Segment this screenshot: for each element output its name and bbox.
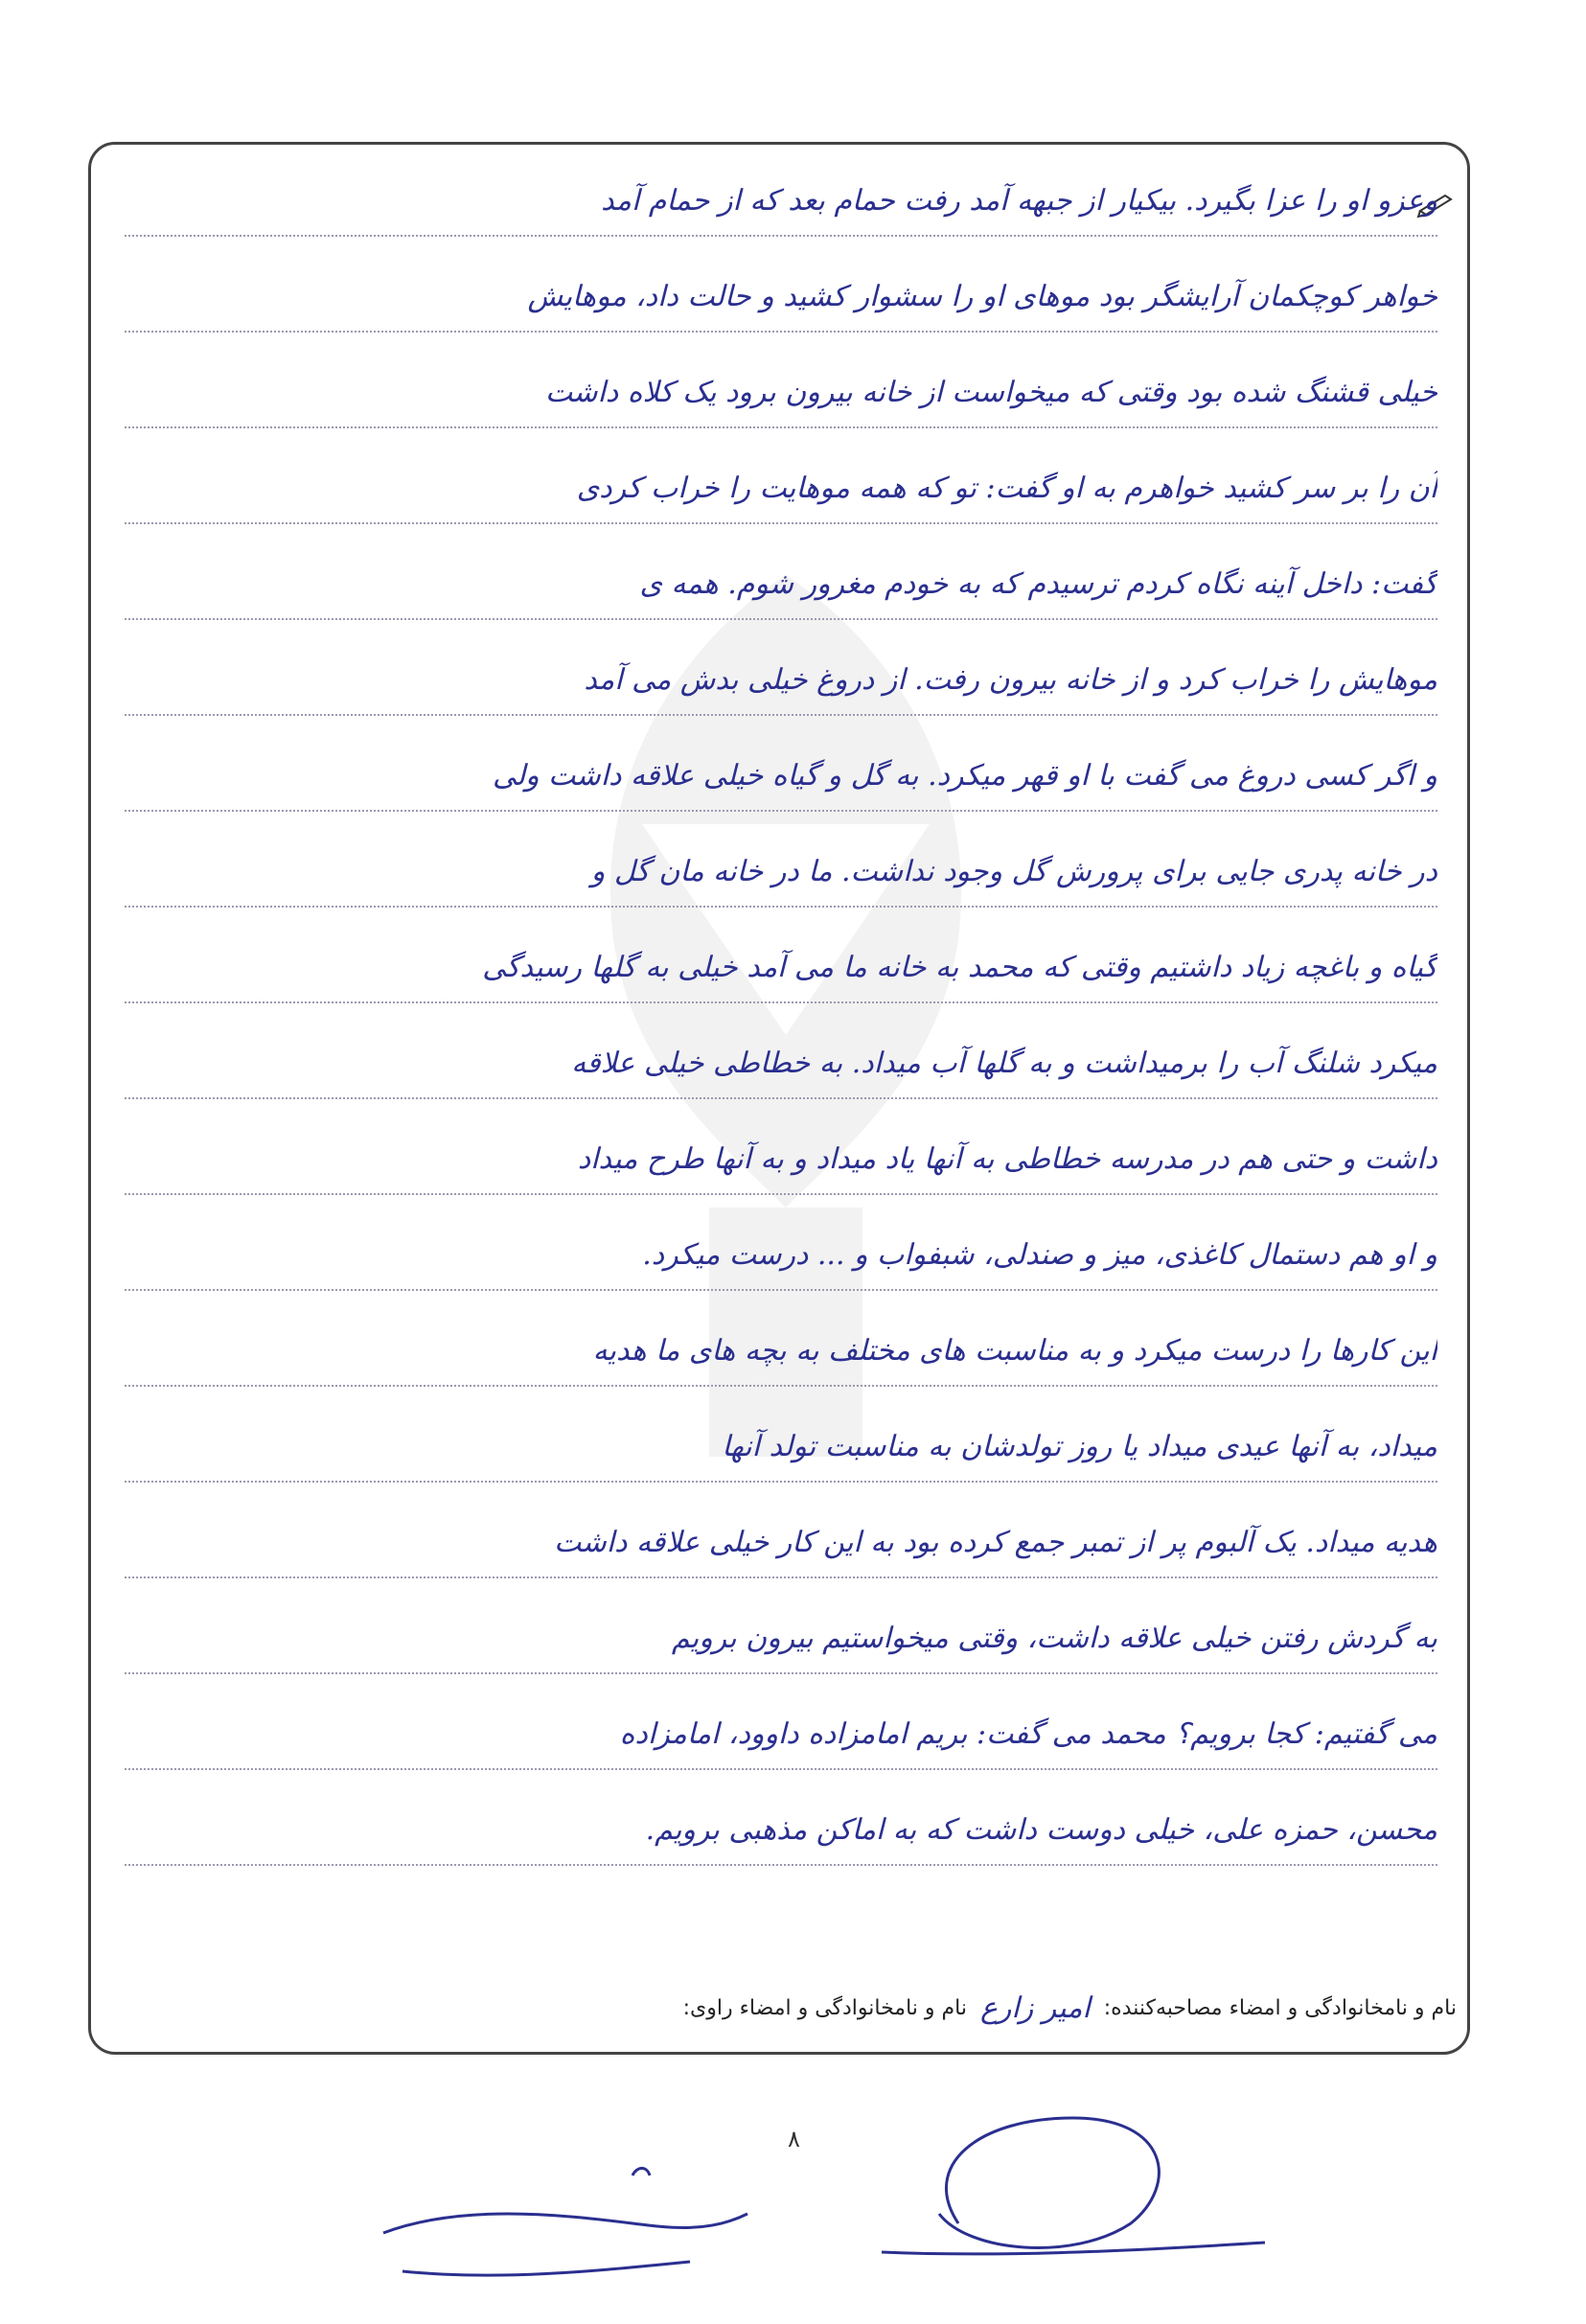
- text-line: گیاه و باغچه زیاد داشتیم وقتی که محمد به خانه ما می آمد خیلی به گلها رسیدگی: [125, 934, 1437, 1003]
- text-line: موهایش را خراب کرد و از خانه بیرون رفت. از دروغ خیلی بدش می آمد: [125, 647, 1437, 716]
- text-line: گفت: داخل آینه نگاه کردم ترسیدم که به خودم مغرور شوم. همه ی: [125, 551, 1437, 620]
- text-line: میکرد شلنگ آب را برمیداشت و به گلها آب میداد. به خطاطی خیلی علاقه: [125, 1030, 1437, 1099]
- text-line: وعزو او را عزا بگیرد. بیکیار از جبهه آمد رفت حمام بعد که از حمام آمد: [125, 168, 1437, 237]
- signature-marks: [345, 2089, 1303, 2300]
- text-line: خواهر کوچکمان آرایشگر بود موهای او را سشوار کشید و حالت داد، موهایش: [125, 264, 1437, 333]
- text-line: و او هم دستمال کاغذی، میز و صندلی، شبفواب و ... درست میکرد.: [125, 1222, 1437, 1291]
- left-signature: [383, 2214, 747, 2275]
- signature-footer: [115, 1984, 1457, 2032]
- text-line: میداد، به آنها عیدی میداد یا روز تولدشان به مناسبت تولد آنها: [125, 1414, 1437, 1483]
- narrator-label: نام و نامخانوادگی و امضاء راوی:: [682, 1995, 967, 2020]
- text-line: این کارها را درست میکرد و به مناسبت های مختلف به بچه های ما هدیه: [125, 1318, 1437, 1387]
- text-line: محسن، حمزه علی، خیلی دوست داشت که به اماکن مذهبی برویم.: [125, 1797, 1437, 1866]
- text-line: آن را بر سر کشید خواهرم به او گفت: تو که همه موهایت را خراب کردی: [125, 455, 1437, 524]
- text-line: خیلی قشنگ شده بود وقتی که میخواست از خانه بیرون برود یک کلاه داشت: [125, 359, 1437, 428]
- right-signature: [882, 2118, 1265, 2254]
- text-line: هدیه میداد. یک آلبوم پر از تمبر جمع کرده بود به این کار خیلی علاقه داشت: [125, 1509, 1437, 1578]
- text-line: و اگر کسی دروغ می گفت با او قهر میکرد. به گل و گیاه خیلی علاقه داشت ولی: [125, 743, 1437, 812]
- text-line: می گفتیم: کجا برویم؟ محمد می گفت: بریم امامزاده داوود، امامزاده: [125, 1701, 1437, 1770]
- page-number: ۸: [788, 2126, 800, 2152]
- interviewer-name: امیر زارع: [979, 1990, 1091, 2025]
- text-line: داشت و حتی هم در مدرسه خطاطی به آنها یاد میداد و به آنها طرح میداد: [125, 1126, 1437, 1195]
- interviewer-label: نام و نامخانوادگی و امضاء مصاحبه‌کننده:: [1103, 1995, 1457, 2020]
- text-line: به گردش رفتن خیلی علاقه داشت، وقتی میخواستیم بیرون برویم: [125, 1605, 1437, 1674]
- text-line: در خانه پدری جایی برای پرورش گل وجود نداشت. ما در خانه مان گل و: [125, 839, 1437, 908]
